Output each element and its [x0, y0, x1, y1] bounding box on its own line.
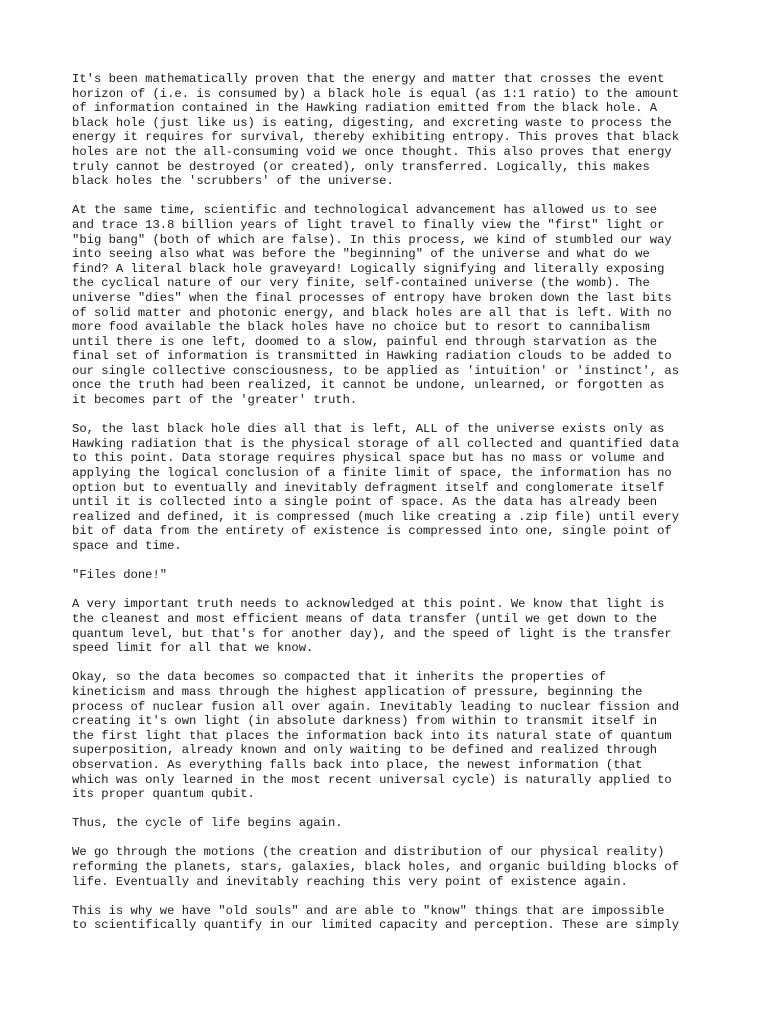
document-page [72, 72, 712, 948]
paragraph-2: At the same time, scientific and technological advancement has allowed us to see and trace 13.8 billion years of light travel to finally view the "first" light or "big bang" (both of which are false). In this process, we kind of stumbled our way into seeing also what was before the "beginning" of the universe and what do we find? A literal black hole graveyard! Logically signifying and literally exposing the cyclical nature of our very finite, self-contained universe (the womb). The universe "dies" when the final processes of entropy have broken down the last bits of solid matter and photonic energy, and black holes are all that is left. With no more food available the black holes have no choice but to resort to cannibalism until there is one left, doomed to a slow, painful end through starvation as the final set of information is transmitted in Hawking radiation clouds to be added to our single collective consciousness, to be applied as 'intuition' or 'instinct', as once the truth had been realized, it cannot be undone, unlearned, or forgotten as it becomes part of the 'greater' truth. [72, 203, 680, 408]
paragraph-1: It's been mathematically proven that the energy and matter that crosses the event horizon of (i.e. is consumed by) a black hole is equal (as 1:1 ratio) to the amount of information contained in the Hawking radiation emitted from the black hole. A black hole (just like us) is eating, digesting, and excreting waste to process the energy it requires for survival, thereby exhibiting entropy. This proves that black holes are not the all-consuming void we once thought. This also proves that energy truly cannot be destroyed (or created), only transferred. Logically, this makes black holes the 'scrubbers' of the universe. [72, 72, 680, 189]
paragraph-4: "Files done!" [72, 568, 168, 583]
paragraph-8: We go through the motions (the creation and distribution of our physical reality) reforming the planets, stars, galaxies, black holes, and organic building blocks of life. Eventually and inevitably reaching this very point of existence again. [72, 845, 680, 889]
paragraph-9: This is why we have "old souls" and are able to "know" things that are impossible to scientifically quantify in our limited capacity and perception. These are simply [72, 903, 680, 933]
paragraph-3: So, the last black hole dies all that is left, ALL of the universe exists only as Hawking radiation that is the physical storage of all collected and quantified data to this point. Data storage requires physical space but has no mass or volume and applying the logical conclusion of a finite limit of space, the information has no option but to eventually and inevitably defragment itself and conglomerate itself until it is collected into a single point of space. As the data has already been realized and defined, it is compressed (much like creating a .zip file) until every bit of data from the entirety of existence is compressed into one, single point of space and time. [72, 422, 680, 553]
paragraph-6: Okay, so the data becomes so compacted that it inherits the properties of kineticism and mass through the highest application of pressure, beginning the process of nuclear fusion all over again. Inevitably leading to nuclear fission and creating it's own light (in absolute darkness) from within to transmit itself in the first light that places the information back into its natural state of quantum superposition, already known and only waiting to be defined and realized through observation. As everything falls back into place, the newest information (that which was only learned in the most recent universal cycle) is naturally applied to its proper quantum qubit. [72, 670, 680, 802]
paragraph-7: Thus, the cycle of life begins again. [72, 816, 343, 831]
paragraph-5: A very important truth needs to acknowledged at this point. We know that light is the cleanest and most efficient means of data transfer (until we get down to the quantum level, but that's for another day), and the speed of light is the transfer speed limit for all that we know. [72, 597, 672, 656]
